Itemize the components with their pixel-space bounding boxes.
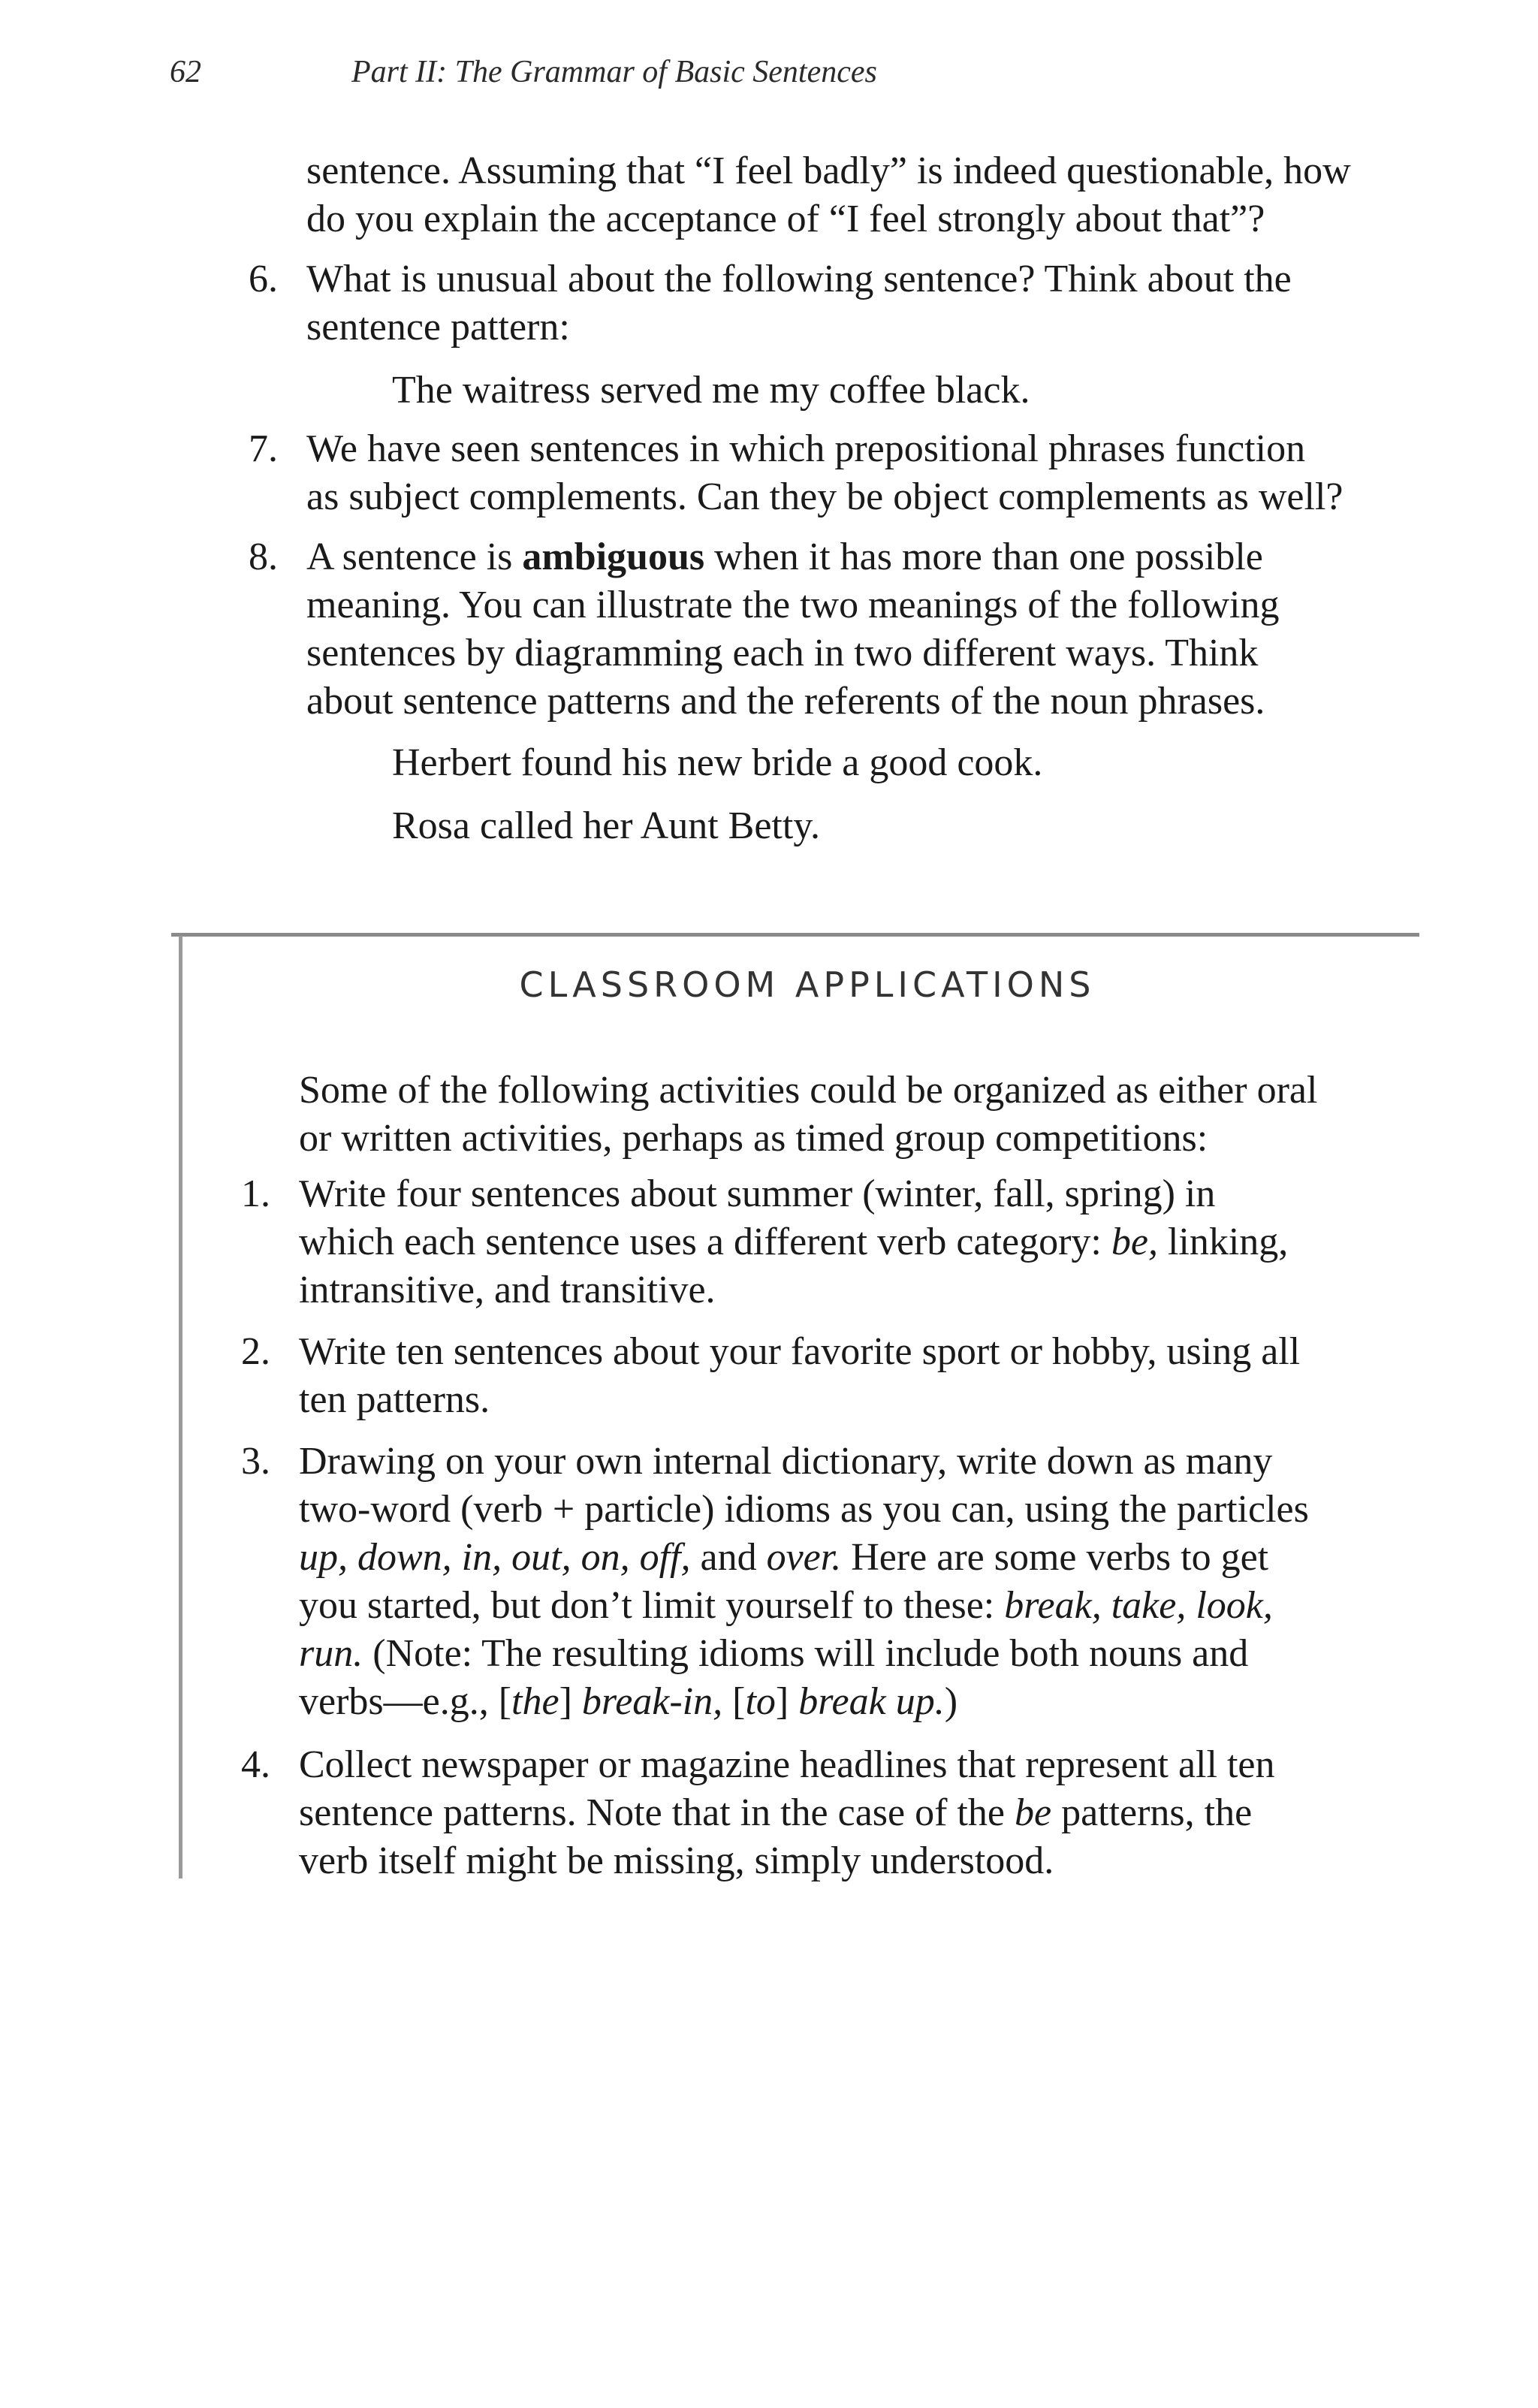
text-line: two-word (verb + particle) idioms as you can, using the particles — [299, 1488, 1309, 1531]
text-line: verb itself might be missing, simply understood. — [299, 1839, 1054, 1882]
text-run: ] — [559, 1680, 582, 1723]
italic-term: break-in, — [581, 1680, 723, 1723]
exercise-number: 8. — [249, 536, 278, 578]
italic-term: run. — [299, 1632, 363, 1675]
text-run: patterns, the — [1051, 1791, 1253, 1834]
text-run: when it has more than one possible — [704, 536, 1263, 578]
text-run: verbs—e.g., [ — [299, 1680, 512, 1723]
item-text — [299, 1328, 1425, 1424]
item-text — [299, 1438, 1425, 1726]
text-line: What is unusual about the following sentence? Think about the — [306, 258, 1292, 300]
item-text — [299, 1741, 1425, 1885]
text-run: A sentence is — [306, 536, 523, 578]
item-number: 4. — [241, 1743, 270, 1786]
italic-term: up, down, in, out, on, off, — [299, 1536, 691, 1579]
italic-term: to — [745, 1680, 776, 1723]
text-run: Here are some verbs to get — [841, 1536, 1269, 1579]
italic-term: break up. — [798, 1680, 945, 1723]
running-head: Part II: The Grammar of Basic Sentences — [351, 55, 877, 89]
text-line: Collect newspaper or magazine headlines that represent all ten — [299, 1743, 1275, 1786]
text-line: sentences by diagramming each in two different ways. Think — [306, 632, 1259, 674]
exercise-number: 7. — [249, 427, 278, 470]
text-run: (Note: The resulting idioms will include both nouns and — [363, 1632, 1249, 1675]
text-line: Write ten sentences about your favorite sport or hobby, using all — [299, 1330, 1301, 1373]
text-line: or written activities, perhaps as timed group competitions: — [299, 1117, 1208, 1160]
text-line — [306, 533, 1433, 581]
text-run: which each sentence uses a different verb category: — [299, 1221, 1111, 1263]
italic-term: the — [511, 1680, 559, 1723]
exercise-text — [306, 533, 1433, 726]
box-top-rule — [171, 933, 1419, 937]
text-line: meaning. You can illustrate the two meanings of the following — [306, 584, 1280, 626]
classroom-intro — [299, 1067, 1425, 1163]
example-sentence: Herbert found his new bride a good cook. — [392, 741, 1043, 784]
italic-term: be, — [1111, 1221, 1158, 1263]
text-line: sentence. Assuming that “I feel badly” is indeed questionable, how — [306, 149, 1351, 192]
text-run: you started, but don’t limit yourself to these: — [299, 1584, 1005, 1627]
item-number: 3. — [241, 1440, 270, 1483]
page-number: 62 — [170, 55, 201, 89]
text-run: ] — [775, 1680, 799, 1723]
text-line: as subject complements. Can they be object complements as well? — [306, 475, 1343, 518]
text-line: Some of the following activities could be organized as either oral — [299, 1069, 1318, 1112]
text-run: linking, — [1157, 1221, 1289, 1263]
text-line — [299, 1789, 1425, 1837]
text-line: do you explain the acceptance of “I feel strongly about that”? — [306, 198, 1265, 240]
text-line: Write four sentences about summer (winter, fall, spring) in — [299, 1172, 1216, 1215]
text-run: [ — [722, 1680, 746, 1723]
example-sentence: Rosa called her Aunt Betty. — [392, 804, 820, 847]
text-line: about sentence patterns and the referents of the noun phrases. — [306, 680, 1265, 723]
text-line — [299, 1678, 1425, 1726]
text-line — [299, 1630, 1425, 1678]
text-run: ) — [944, 1680, 958, 1723]
text-line — [299, 1534, 1425, 1582]
item-number: 2. — [241, 1330, 270, 1373]
exercise-text — [306, 255, 1433, 352]
text-line: ten patterns. — [299, 1378, 490, 1421]
text-run: sentence patterns. Note that in the case of the — [299, 1791, 1015, 1834]
item-text — [299, 1170, 1425, 1314]
italic-term: be — [1014, 1791, 1052, 1834]
exercise-text — [306, 425, 1433, 521]
section-heading: CLASSROOM APPLICATIONS — [519, 964, 1096, 1005]
example-sentence: The waitress served me my coffee black. — [392, 369, 1030, 412]
item-number: 1. — [241, 1172, 270, 1215]
text-line: sentence pattern: — [306, 306, 570, 349]
continuation-paragraph — [306, 147, 1433, 243]
term-ambiguous: ambiguous — [522, 536, 705, 578]
text-line: intransitive, and transitive. — [299, 1269, 716, 1311]
box-side-rule — [179, 936, 182, 1878]
italic-term: over. — [766, 1536, 842, 1579]
text-line: We have seen sentences in which prepositional phrases function — [306, 427, 1306, 470]
text-line: Drawing on your own internal dictionary, write down as many — [299, 1440, 1273, 1483]
italic-term: break, take, look, — [1004, 1584, 1273, 1627]
text-run: and — [690, 1536, 767, 1579]
text-line — [299, 1582, 1425, 1630]
text-line — [299, 1218, 1425, 1266]
exercise-number: 6. — [249, 258, 278, 300]
